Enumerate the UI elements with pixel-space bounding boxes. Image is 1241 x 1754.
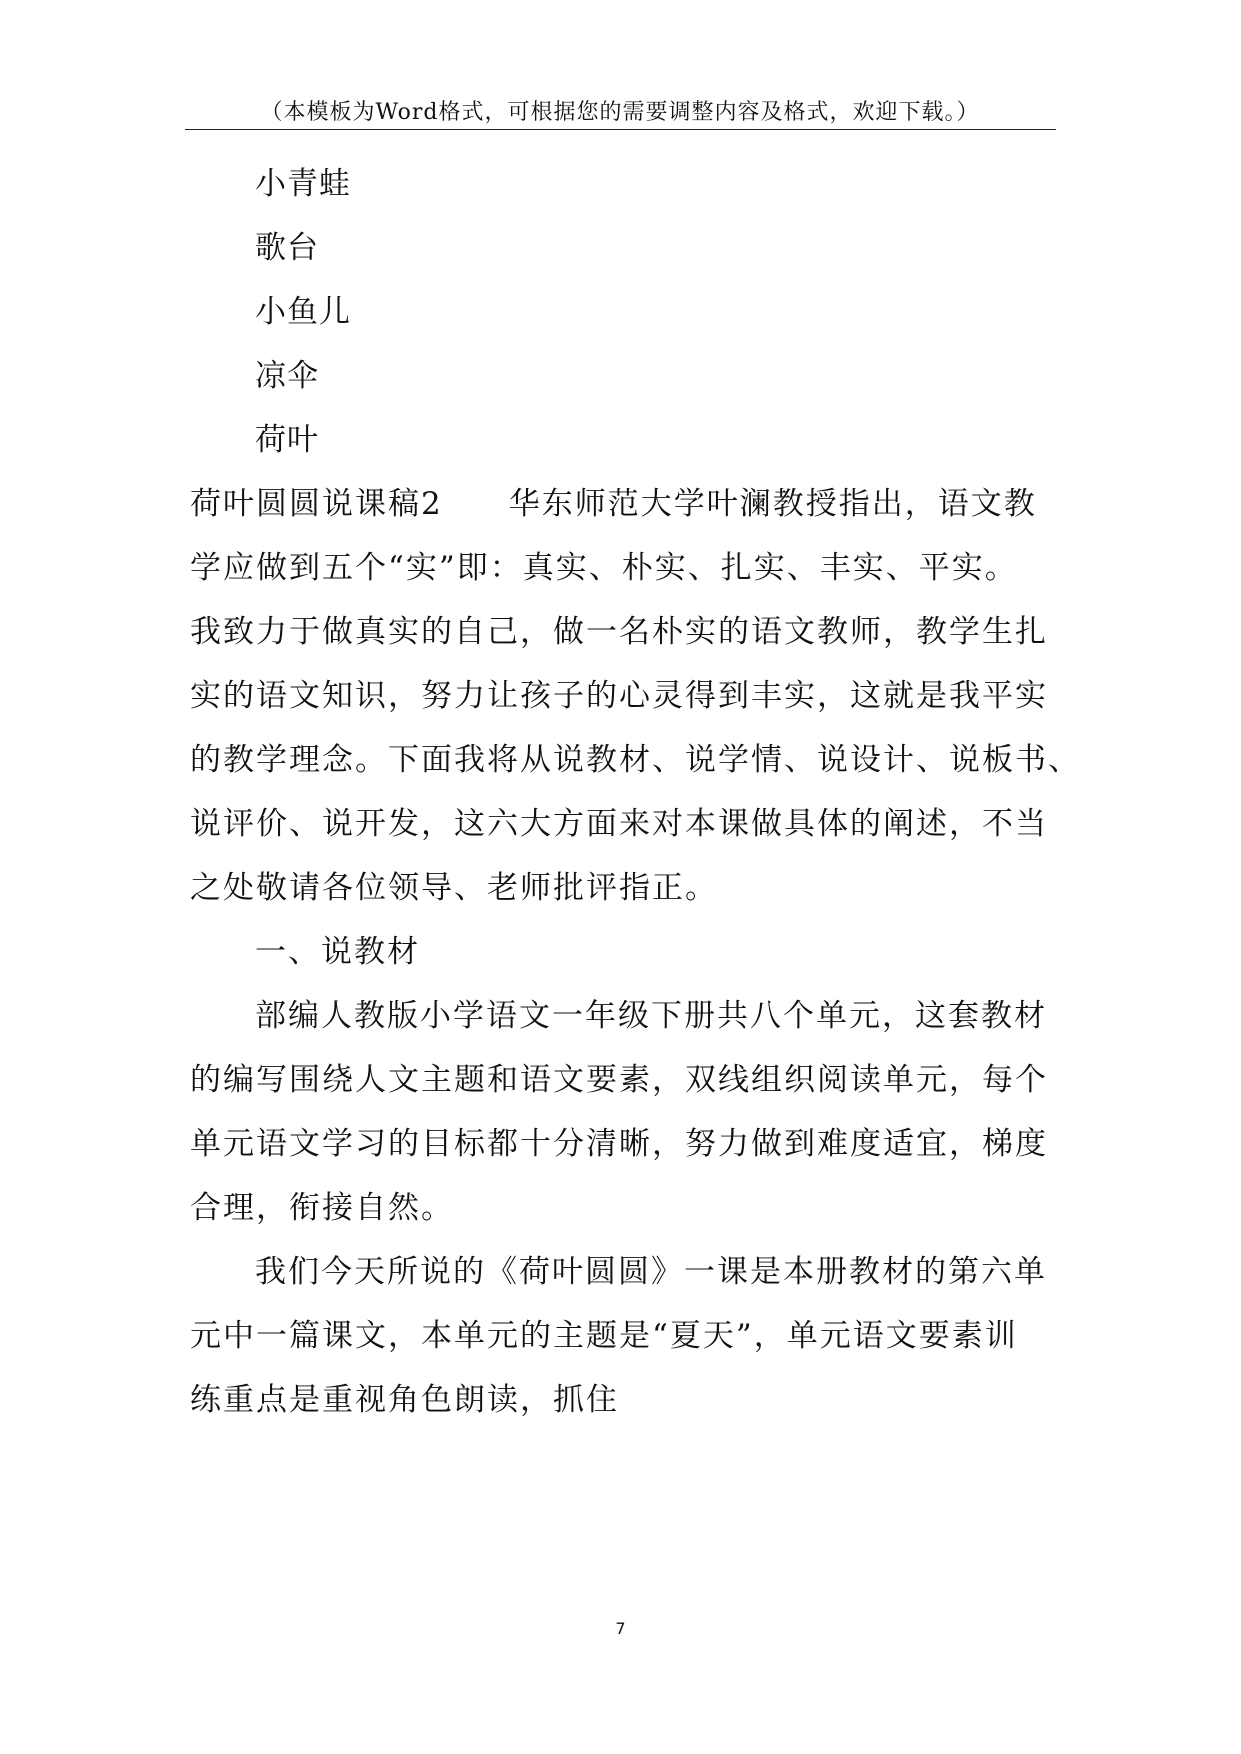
poem-line: 小青蛙 <box>255 166 351 202</box>
body-line: 实的语文知识，努力让孩子的心灵得到丰实，这就是我平实 <box>190 678 1048 714</box>
poem-line: 小鱼儿 <box>255 294 351 330</box>
poem-line: 歌台 <box>255 230 319 266</box>
body-line: 说评价、说开发，这六大方面来对本课做具体的阐述，不当 <box>190 806 1048 842</box>
page-number: 7 <box>615 1619 626 1638</box>
body-line: 我致力于做真实的自己，做一名朴实的语文教师，教学生扎 <box>190 614 1048 650</box>
section-heading: 一、说教材 <box>255 934 420 970</box>
poem-line: 凉伞 <box>255 358 319 394</box>
body-line: 练重点是重视角色朗读，抓住 <box>190 1382 619 1418</box>
body-line: 单元语文学习的目标都十分清晰，努力做到难度适宜，梯度 <box>190 1126 1048 1162</box>
body-line: 合理，衔接自然。 <box>190 1190 454 1226</box>
poem-line: 荷叶 <box>255 422 319 458</box>
body-line: 荷叶圆圆说课稿2 华东师范大学叶澜教授指出，语文教 <box>190 486 1037 522</box>
body-line: 学应做到五个“实”即：真实、朴实、扎实、丰实、平实。 <box>190 550 1018 586</box>
header-divider <box>185 129 1056 130</box>
body-line: 的编写围绕人文主题和语文要素，双线组织阅读单元，每个 <box>190 1062 1048 1098</box>
body-line: 之处敬请各位领导、老师批评指正。 <box>190 870 718 906</box>
body-line: 部编人教版小学语文一年级下册共八个单元，这套教材 <box>255 998 1047 1034</box>
page-header: （本模板为Word格式，可根据您的需要调整内容及格式，欢迎下载。） <box>260 100 980 125</box>
body-line: 元中一篇课文，本单元的主题是“夏天”，单元语文要素训 <box>190 1318 1018 1354</box>
body-line: 我们今天所说的《荷叶圆圆》一课是本册教材的第六单 <box>255 1254 1047 1290</box>
body-line: 的教学理念。下面我将从说教材、说学情、说设计、说板书、 <box>190 742 1081 778</box>
